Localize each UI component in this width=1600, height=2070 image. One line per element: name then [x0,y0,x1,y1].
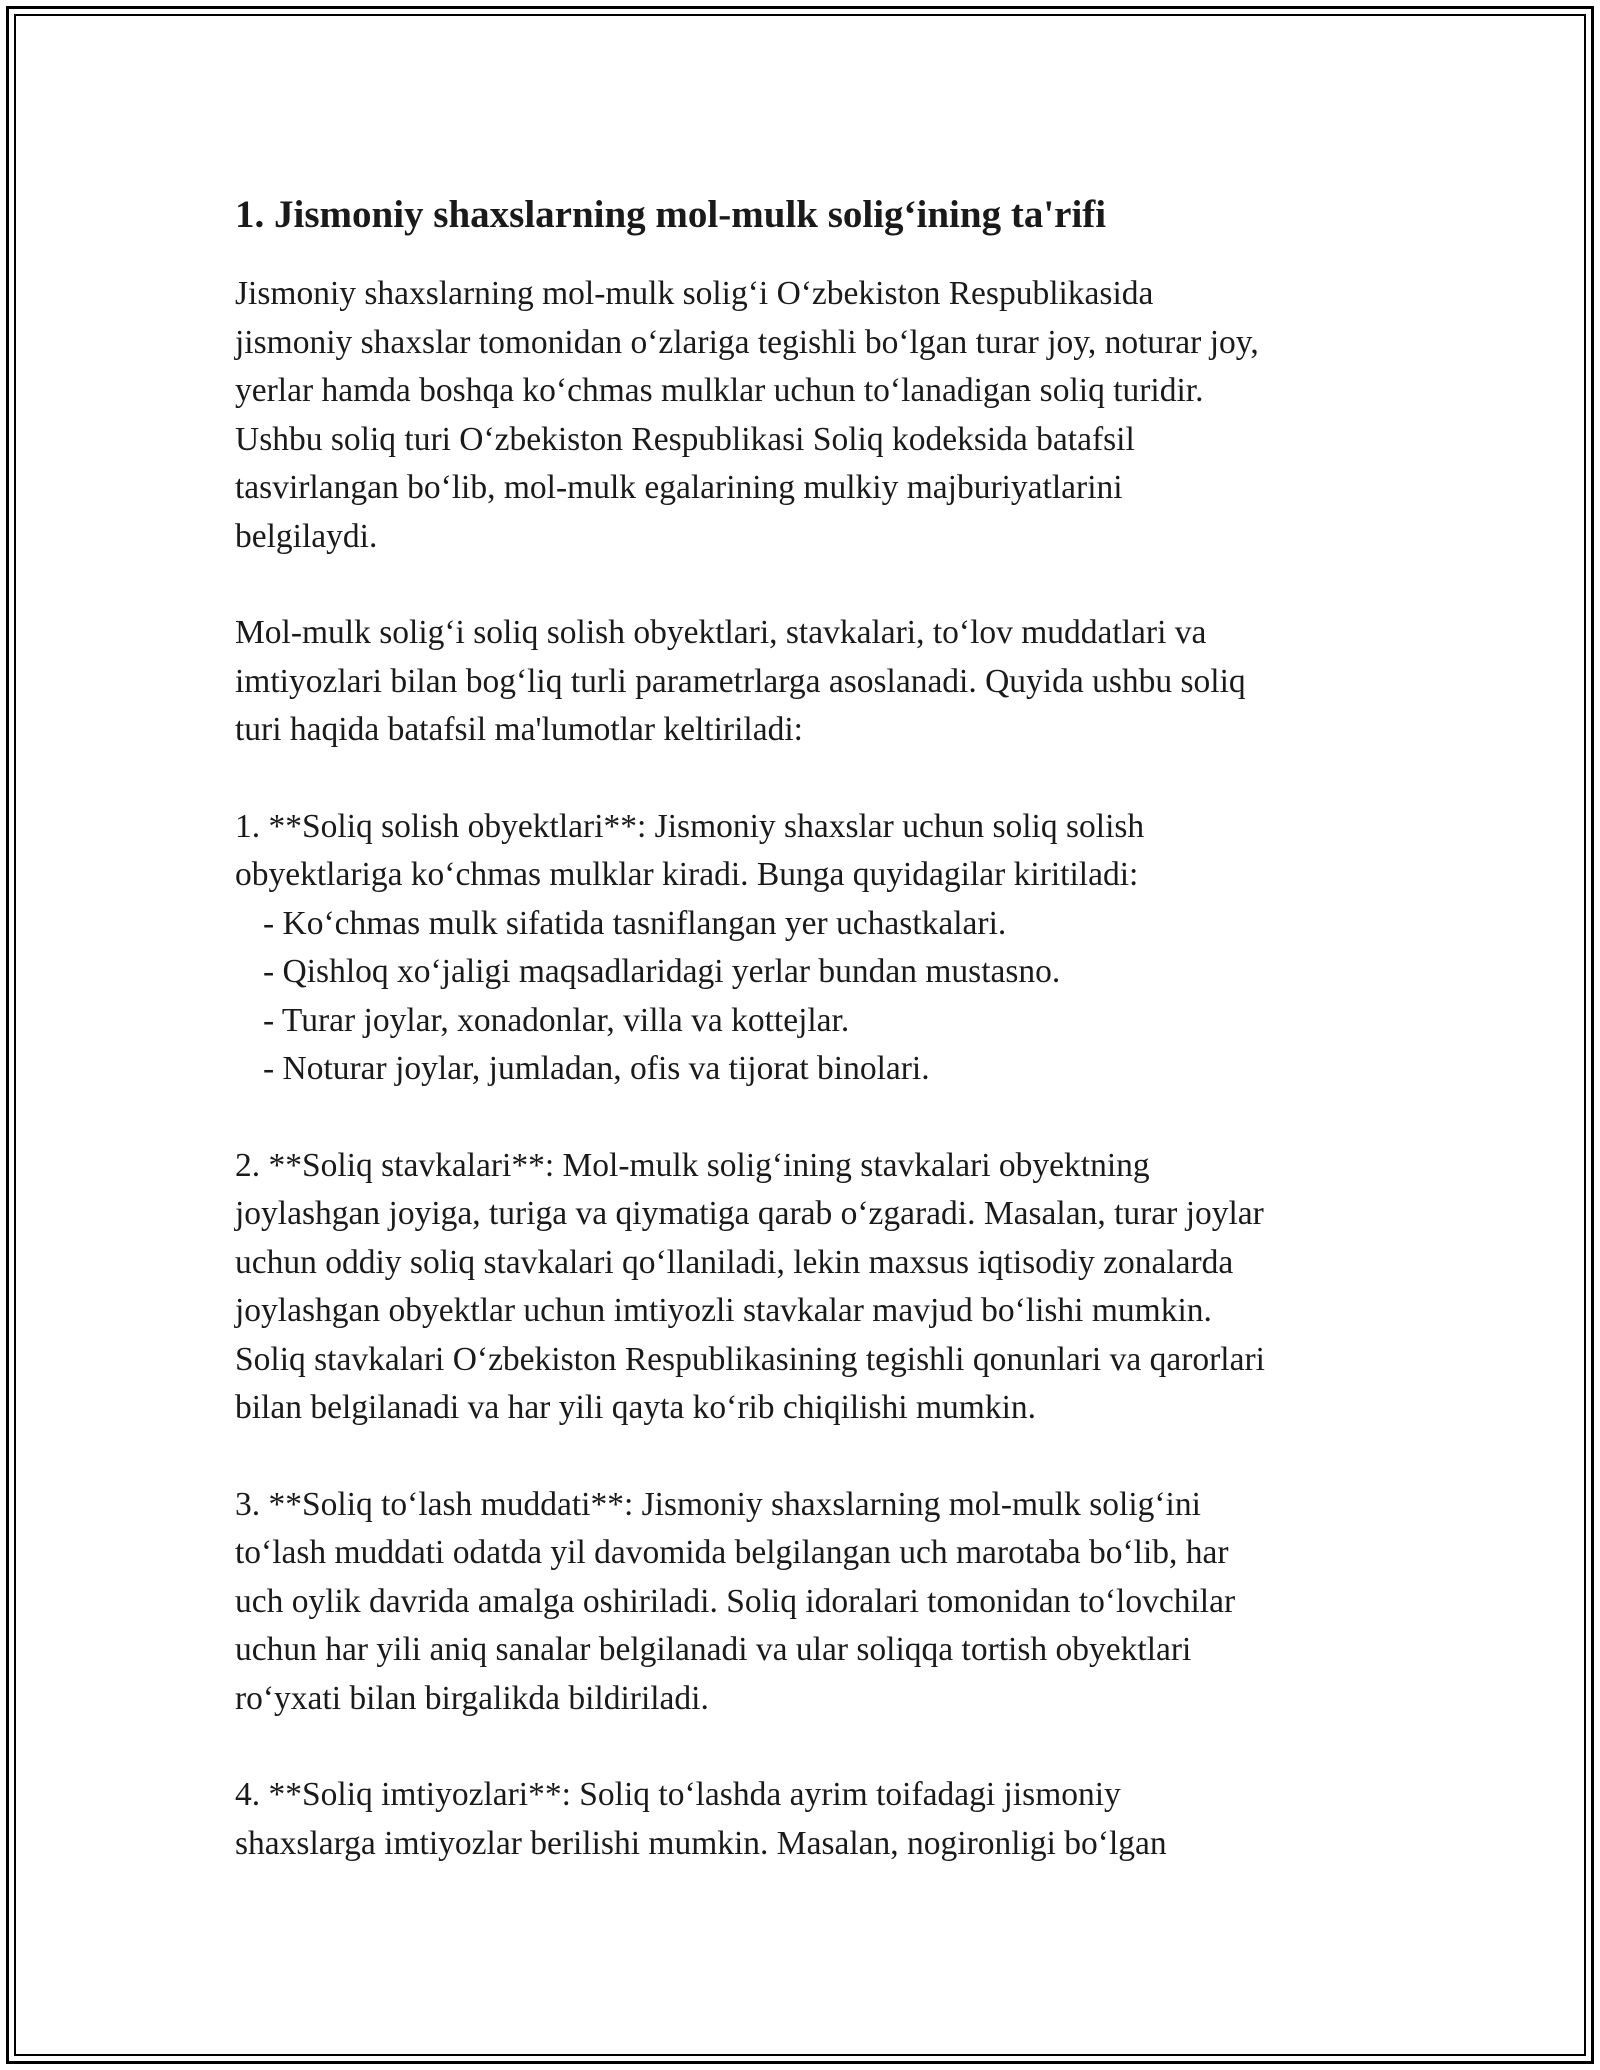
document-body [235,188,1375,1916]
list-item-payment-deadline [235,1481,1375,1724]
intro-paragraph: Mol-mulk solig‘i soliq solish obyektlari, stavkalari, to‘lov muddatlari va imtiyozlari bilan bog‘liq turli parametrlarga asoslanadi. Quyida ushbu soliq turi haqida batafsil ma'lumotlar keltiriladi: [235,614,1246,748]
sub-list-item: - Qishloq xo‘jaligi maqsadlaridagi yerlar bundan mustasno. [263,953,1061,990]
list-item-text: 1. **Soliq solish obyektlari**: Jismoniy shaxslar uchun soliq solish obyektlariga ko‘chmas mulklar kiradi. Bunga quyidagilar kiritiladi: [235,807,1145,893]
list-item-text: 3. **Soliq to‘lash muddati**: Jismoniy shaxslarning mol-mulk solig‘ini to‘lash muddati odatda yil davomida belgilangan uch marotaba bo‘lib, har uch oylik davrida amalga oshiriladi. Soliq idoralari tomonidan to‘lovchilar uchun har yili aniq sanalar belgilanadi va ular soliqqa tortish obyektlari ro‘yxati bilan birgalikda bildiriladi. [235,1485,1236,1717]
sub-list [235,900,1375,1094]
intro-paragraph: Jismoniy shaxslarning mol-mulk solig‘i O‘zbekiston Respublikasida jismoniy shaxslar tomonidan o‘zlariga tegishli bo‘lgan turar joy, noturar joy, yerlar hamda boshqa ko‘chmas mulklar uchun to‘lanadigan soliq turidir. Ushbu soliq turi O‘zbekiston Respublikasi Soliq kodeksida batafsil tasvirlangan bo‘lib, mol-mulk egalarining mulkiy majburiyatlarini belgilaydi. [235,275,1259,555]
sub-list-item: - Turar joylar, xonadonlar, villa va kottejlar. [263,1001,850,1039]
sub-list-item: - Noturar joylar, jumladan, ofis va tijorat binolari. [263,1050,930,1087]
list-item-tax-objects [235,803,1375,1094]
sub-list-item: - Ko‘chmas mulk sifatida tasniflangan yer uchastkalari. [263,904,1007,942]
list-item-text: 4. **Soliq imtiyozlari**: Soliq to‘lashda ayrim toifadagi jismoniy shaxslarga imtiyozlar berilishi mumkin. Masalan, nogironligi bo‘lgan [235,1776,1167,1862]
document-title: 1. Jismoniy shaxslarning mol-mulk solig‘ining ta'rifi [235,193,1107,236]
list-item-text: 2. **Soliq stavkalari**: Mol-mulk solig‘ining stavkalari obyektning joylashgan joyiga, turiga va qiymatiga qarab o‘zgaradi. Masalan, turar joylar uchun oddiy soliq stavkalari qo‘llaniladi, lekin maxsus iqtisodiy zonalarda joylashgan obyektlar uchun imtiyozli stavkalar mavjud bo‘lishi mumkin. Soliq stavkalari O‘zbekiston Respublikasining tegishli qonunlari va qarorlari bilan belgilanadi va har yili qayta ko‘rib chiqilishi mumkin. [235,1146,1265,1426]
list-item-tax-rates [235,1142,1375,1433]
list-item-tax-benefits [235,1771,1375,1868]
